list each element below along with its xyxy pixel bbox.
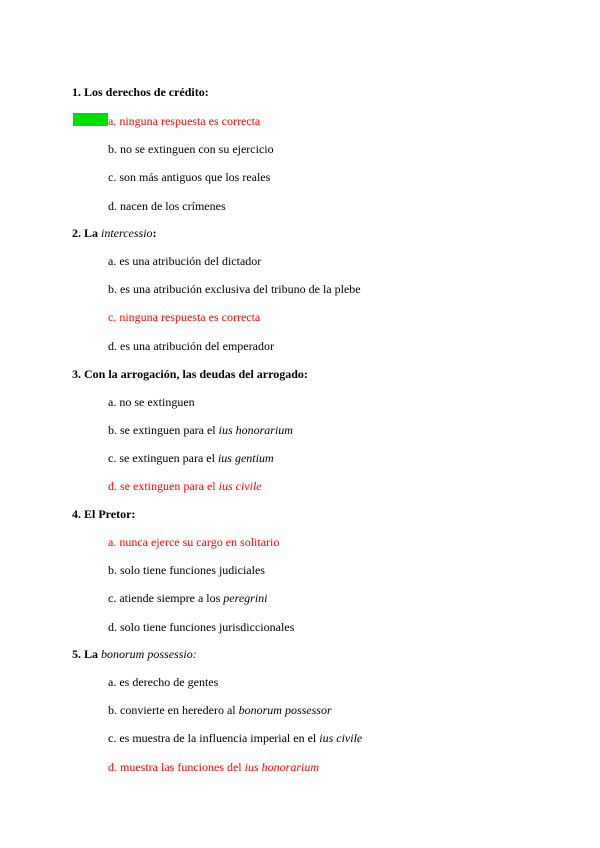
question-2-option-b[interactable]: b. es una atribución exclusiva del tribuno de la plebe (108, 282, 361, 296)
question-3-title: 3. Con la arrogación, las deudas del arrogado: (72, 367, 308, 381)
question-2-option-a[interactable]: a. es una atribución del dictador (108, 254, 262, 268)
question-2-title (72, 226, 157, 240)
option-text: c. es muestra de la influencia imperial en el (108, 731, 320, 745)
option-text: c. atiende siempre a los (108, 591, 224, 605)
option-term: ius gentium (217, 451, 274, 465)
question-2-title-prefix: 2. La (72, 226, 102, 240)
question-5-title-prefix: 5. La (72, 647, 102, 661)
option-term: ius civile (218, 479, 262, 493)
question-5-option-b[interactable] (108, 703, 332, 717)
question-2-option-c[interactable]: c. ninguna respuesta es correcta (108, 310, 261, 324)
question-4-title: 4. El Pretor: (72, 507, 136, 521)
question-1-option-d[interactable]: d. nacen de los crímenes (108, 199, 226, 213)
option-text: b. se extinguen para el (108, 423, 219, 437)
option-term: bonorum possessor (238, 703, 332, 717)
option-term: ius honorarium (218, 423, 293, 437)
question-1-option-b[interactable]: b. no se extinguen con su ejercicio (108, 142, 274, 156)
option-term: peregrini (223, 591, 268, 605)
question-2-option-d[interactable]: d. es una atribución del emperador (108, 339, 274, 353)
question-4-option-a[interactable]: a. nunca ejerce su cargo en solitario (108, 535, 280, 549)
question-2-title-term: intercessio (101, 226, 153, 240)
option-text: d. se extinguen para el (108, 479, 219, 493)
option-text: c. se extinguen para el (108, 451, 218, 465)
question-5-option-c[interactable] (108, 731, 362, 745)
question-5-title-term: bonorum possessio: (101, 647, 197, 661)
question-3-option-a[interactable]: a. no se extinguen (108, 395, 195, 409)
option-text: b. convierte en heredero al (108, 703, 239, 717)
question-5-option-d[interactable] (108, 760, 319, 774)
question-1-title: 1. Los derechos de crédito: (72, 85, 209, 99)
option-term: ius honorarium (244, 760, 319, 774)
question-1-option-a[interactable]: a. ninguna respuesta es correcta (108, 114, 261, 128)
option-term: ius civile (319, 731, 363, 745)
option-text: d. muestra las funciones del (108, 760, 245, 774)
question-4-option-d[interactable]: d. solo tiene funciones jurisdiccionales (108, 620, 295, 634)
question-4-option-c[interactable] (108, 591, 268, 605)
question-3-option-d[interactable] (108, 479, 262, 493)
question-2-title-suffix: : (152, 226, 157, 240)
question-5-option-a[interactable]: a. es derecho de gentes (108, 675, 219, 689)
question-5-title (72, 647, 197, 661)
question-1-option-c[interactable]: c. son más antiguos que los reales (108, 170, 271, 184)
question-3-option-b[interactable] (108, 423, 293, 437)
question-3-option-c[interactable] (108, 451, 274, 465)
answer-highlight-marker (73, 113, 108, 126)
question-4-option-b[interactable]: b. solo tiene funciones judiciales (108, 563, 265, 577)
